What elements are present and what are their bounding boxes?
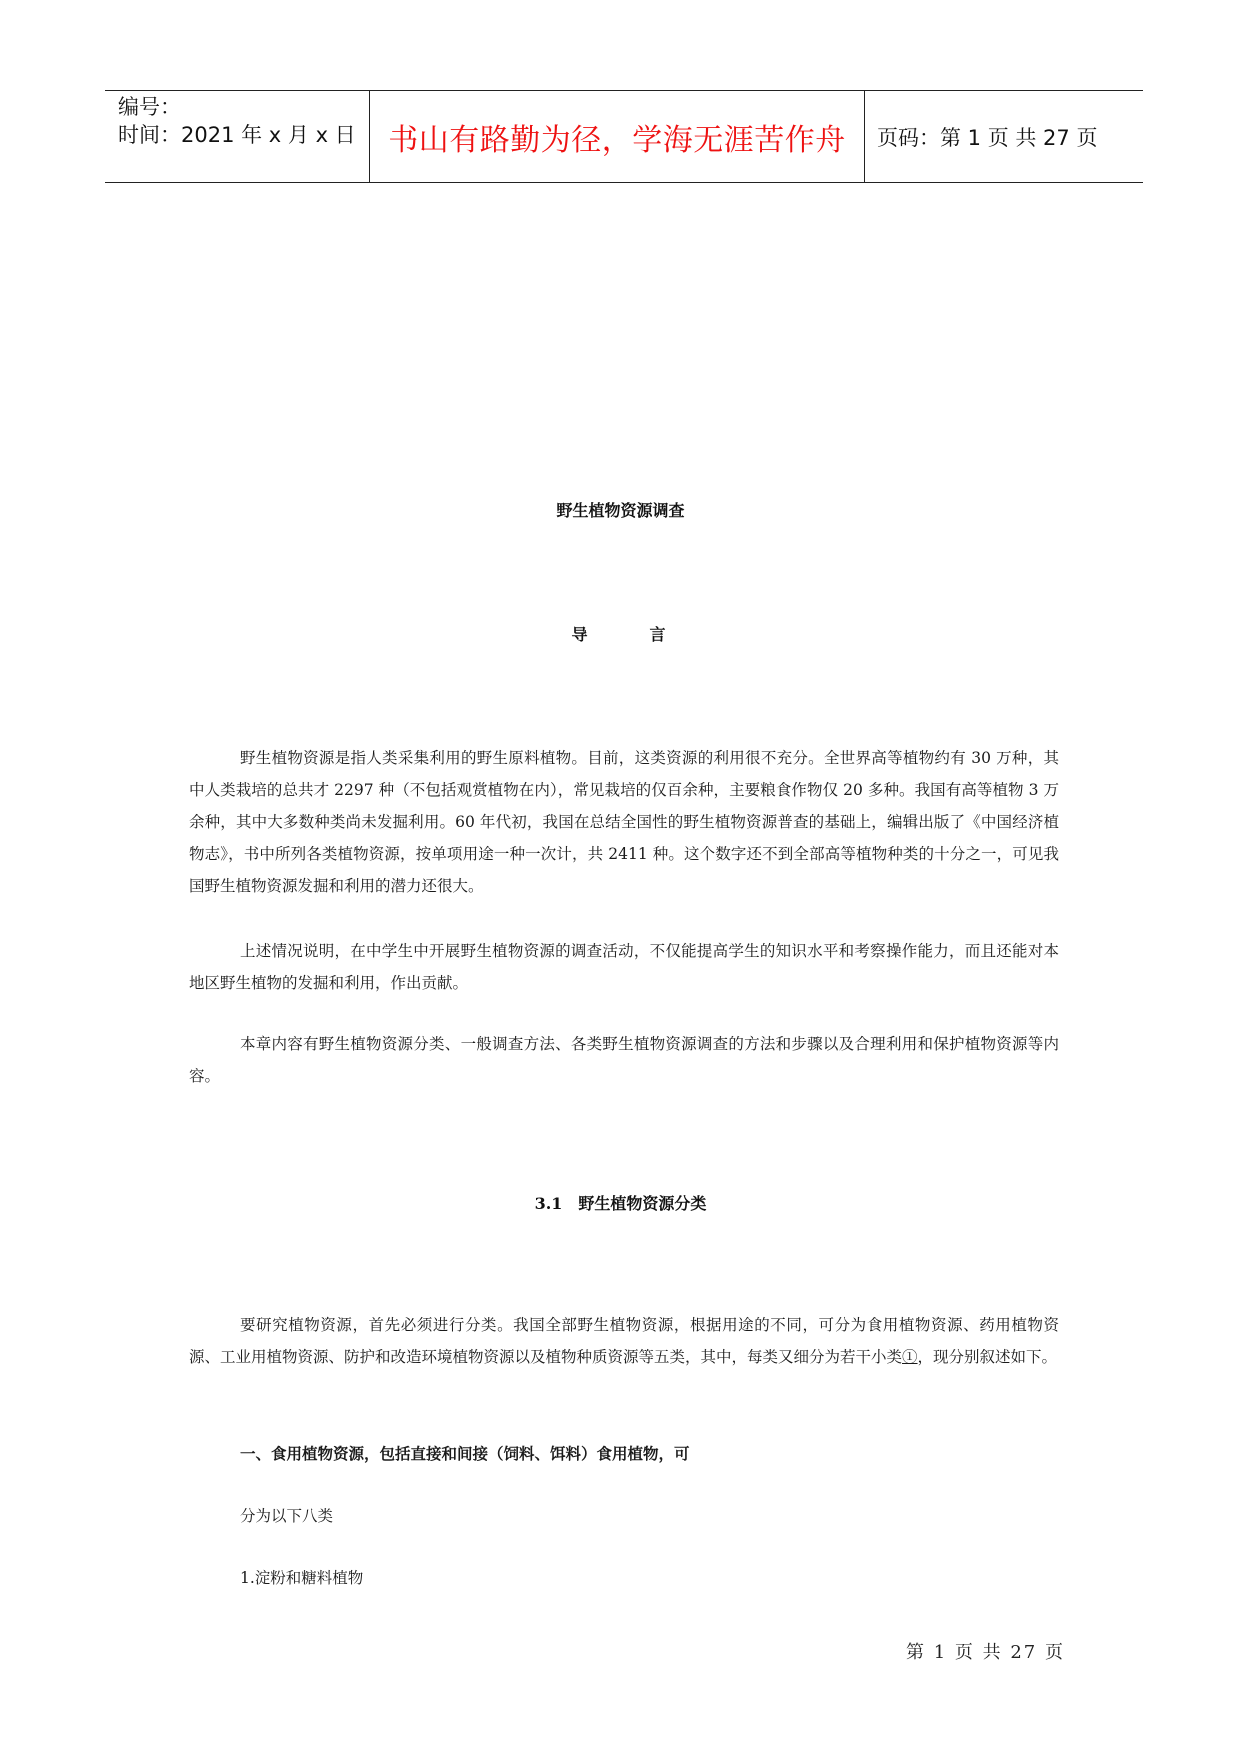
subheading-continuation: 分为以下八类: [240, 1507, 334, 1525]
header-info-cell: [105, 91, 370, 182]
list-item-starch-sugar: 1.淀粉和糖料植物: [240, 1569, 364, 1587]
section-heading: 3.1 野生植物资源分类: [534, 1194, 707, 1213]
subheading-food-plants: 一、食用植物资源，包括直接和间接（饲料、饵料）食用植物，可: [240, 1444, 690, 1463]
header-table: [105, 90, 1143, 183]
intro-heading: 导言: [571, 625, 728, 644]
number-label: 编号：: [118, 95, 181, 119]
page-number-label: 页码：第 1 页 共 27 页: [877, 125, 1098, 150]
time-label: 时间：2021 年 x 月 x 日: [118, 123, 356, 147]
intro-paragraph-3: 本章内容有野生植物资源分类、一般调查方法、各类野生植物资源调查的方法和步骤以及合理利用和保护植物资源等内容。: [189, 1035, 1059, 1085]
section-paragraph-main: 要研究植物资源，首先必须进行分类。我国全部野生植物资源，根据用途的不同，可分为食用植物资源、药用植物资源、工业用植物资源、防护和改造环境植物资源以及植物种质资源等五类，其中，每类又细分为若干小类: [189, 1316, 1059, 1366]
footnote-reference[interactable]: ①: [902, 1348, 918, 1366]
page-number-cell: [865, 91, 1143, 182]
intro-paragraph-1: 野生植物资源是指人类采集利用的野生原料植物。目前，这类资源的利用很不充分。全世界高等植物约有 30 万种，其中人类栽培的总共才 2297 种（不包括观赏植物在内），常见栽培的仅百余种，主要粮食作物仅 20 多种。我国有高等植物 3 万余种，其中大多数种类尚未发掘利用。60 年代初，我国在总结全国性的野生植物资源普查的基础上，编辑出版了《中国经济植物志》，书中所列各类植物资源，按单项用途一种一次计，共 2411 种。这个数字还不到全部高等植物种类的十分之一，可见我国野生植物资源发掘和利用的潜力还很大。: [189, 749, 1059, 895]
motto-text: 书山有路勤为径，学海无涯苦作舟: [388, 122, 846, 158]
document-title: 野生植物资源调查: [556, 501, 685, 520]
motto-cell: [370, 91, 865, 182]
intro-paragraph-2: 上述情况说明，在中学生中开展野生植物资源的调查活动，不仅能提高学生的知识水平和考察操作能力，而且还能对本地区野生植物的发掘和利用，作出贡献。: [189, 942, 1059, 992]
section-paragraph-tail: ，现分别叙述如下。: [917, 1348, 1058, 1366]
section-paragraph: [189, 1309, 1059, 1373]
page-footer: 第 1 页 共 27 页: [906, 1642, 1065, 1663]
